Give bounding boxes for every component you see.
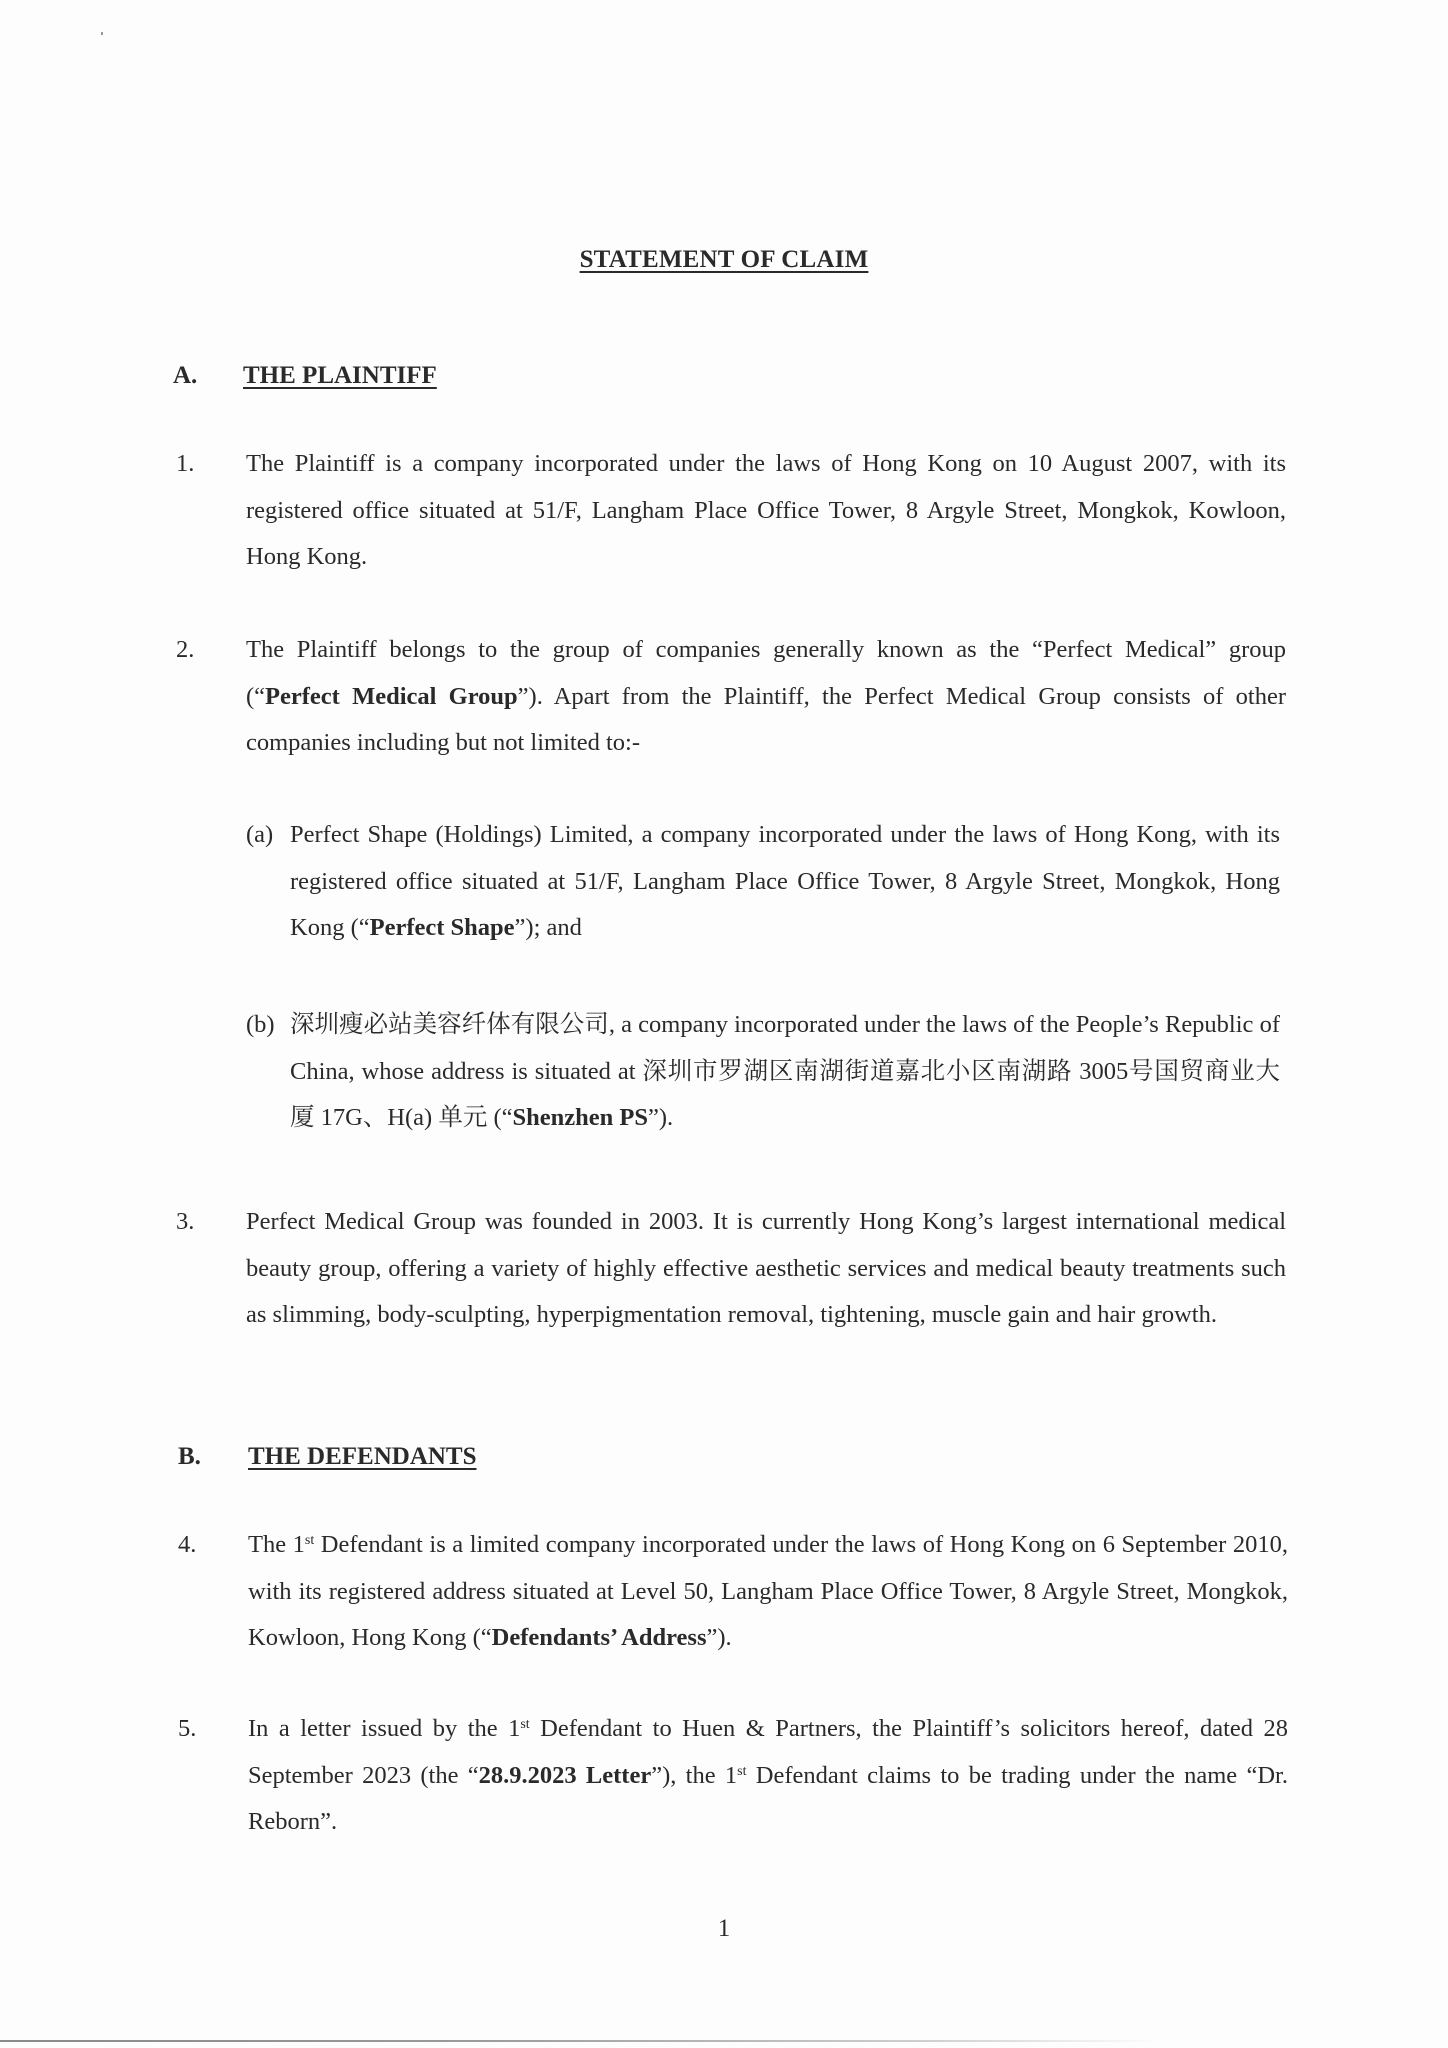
text-segment: The 1	[248, 1531, 305, 1558]
paragraph-text: The Plaintiff is a company incorporated under the laws of Hong Kong on 10 August 2007, with its registered office situated at 51/F, Langham Place Office Tower, 8 Argyle Street, Mongkok, Kowloon, Hong Kong.	[246, 450, 1286, 570]
defined-term: Perfect Medical Group	[265, 682, 518, 710]
text-segment: 深圳瘦必站美容纤体有限公司, a company incorporated under the laws of the People’s Republic of China, whose address is situated at 深圳市罗湖区南湖街道嘉北小区南湖路 3005号国贸商业大厦 17G、H(a) 单元 (“	[290, 1011, 1280, 1131]
sub-item-body	[290, 1002, 1280, 1142]
paragraph-text	[248, 1706, 1288, 1846]
ordinal-suffix: st	[737, 1763, 747, 1779]
scan-speck	[101, 32, 103, 35]
defined-term: Perfect Shape	[369, 914, 515, 941]
ordinal-suffix: st	[304, 1533, 315, 1548]
paragraph-body	[248, 1706, 1288, 1846]
text-segment: Defendant claims to be trading under the name “Dr. Reborn”.	[248, 1761, 1288, 1835]
section-letter: B.	[178, 1443, 201, 1470]
text-segment: Defendant is a limited company incorporated under the laws of Hong Kong on 6 September 2010, with its registered address situated at Level 50, Langham Place Office Tower, 8 Argyle Street, Mongkok, Kowloon, Hong Kong (“	[248, 1531, 1288, 1651]
paragraph-number: 3.	[176, 1208, 195, 1235]
sub-item-text	[290, 812, 1280, 952]
sub-item-text	[290, 1002, 1280, 1142]
text-segment: ”). Apart from the Plaintiff, the Perfect Medical Group consists of other companies including but not limited to:-	[246, 682, 1286, 756]
text-segment: ”), the 1	[651, 1761, 738, 1789]
defined-term: Shenzhen PS	[512, 1104, 648, 1131]
text-segment: Defendant to Huen & Partners, the Plaintiff’s solicitors hereof, dated 28 September 2023 (the “	[248, 1715, 1288, 1789]
paragraph-body	[246, 441, 1286, 581]
text-segment: ”).	[706, 1624, 732, 1651]
paragraph-body	[246, 627, 1286, 767]
paragraph-body	[246, 1199, 1286, 1339]
section-title: THE PLAINTIFF	[243, 362, 437, 389]
text-segment: Perfect Shape (Holdings) Limited, a company incorporated under the laws of Hong Kong, with its registered office situated at 51/F, Langham Place Office Tower, 8 Argyle Street, Mongkok, Hong Kong (“	[290, 821, 1280, 941]
text-segment: ”); and	[514, 914, 582, 941]
text-segment: In a letter issued by the 1	[248, 1715, 521, 1742]
text-segment: ”).	[647, 1104, 674, 1131]
sub-item-label: (a)	[246, 821, 274, 848]
ordinal-suffix: st	[520, 1717, 530, 1732]
defined-term: 28.9.2023 Letter	[478, 1761, 652, 1789]
section-letter: A.	[173, 362, 198, 389]
sub-item-body	[290, 812, 1280, 952]
paragraph-number: 4.	[178, 1531, 197, 1558]
paragraph-number: 5.	[178, 1715, 197, 1742]
scan-edge-line	[0, 2040, 1160, 2042]
paragraph-body	[248, 1522, 1288, 1662]
paragraph-text	[248, 1522, 1288, 1662]
page-number: 1	[717, 1915, 731, 1942]
document-title: STATEMENT OF CLAIM	[579, 246, 869, 273]
paragraph-text: Perfect Medical Group was founded in 2003. It is currently Hong Kong’s largest international medical beauty group, offering a variety of highly effective aesthetic services and medical beauty treatments such as slimming, body-sculpting, hyperpigmentation removal, tightening, muscle gain and hair growth.	[246, 1208, 1286, 1328]
sub-item-label: (b)	[246, 1011, 275, 1038]
text-segment: The Plaintiff belongs to the group of companies generally known as the “Perfect Medical” group (“	[246, 636, 1286, 710]
paragraph-text	[246, 627, 1286, 767]
defined-term: Defendants’ Address	[491, 1624, 707, 1651]
paragraph-number: 1.	[176, 450, 195, 477]
paragraph-number: 2.	[176, 636, 195, 663]
section-title: THE DEFENDANTS	[248, 1443, 477, 1470]
